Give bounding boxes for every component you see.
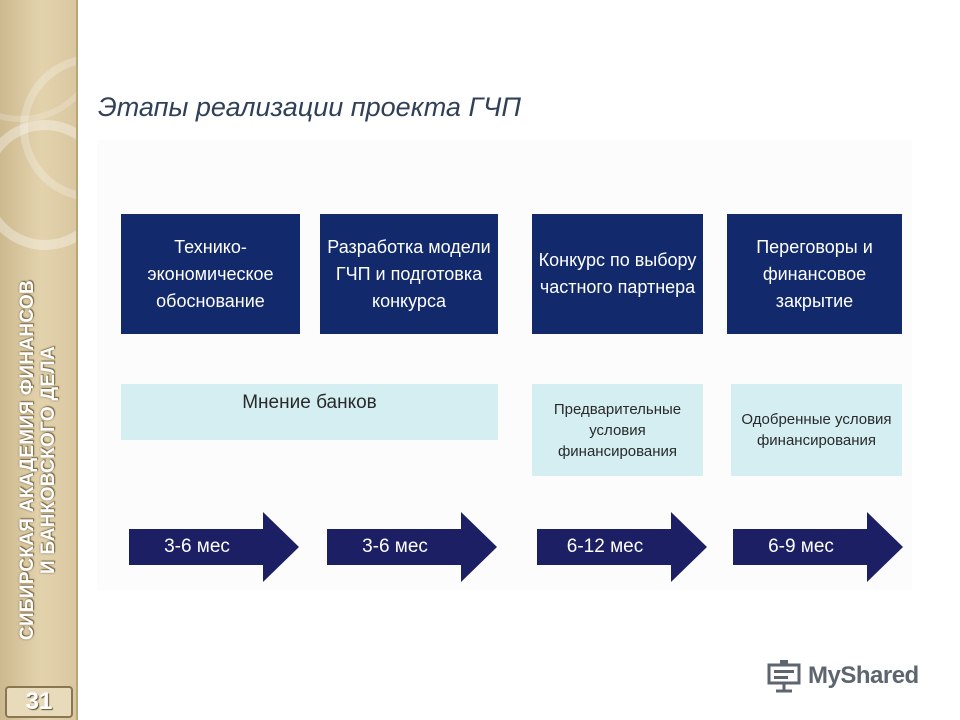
note-label: Мнение банков [242,392,377,413]
organization-label [17,260,59,660]
stage-label: Разработка модели ГЧП и подготовка конкурса [327,236,491,311]
duration-arrow [129,512,299,582]
duration-label: 6-12 мес [566,536,644,557]
duration-arrow [733,512,903,582]
stage-label: Переговоры и финансовое закрытие [756,236,873,311]
presentation-board-icon [766,658,802,694]
stage-box-financial-close [727,214,902,334]
stage-box-feasibility [121,214,300,334]
note-box-bank-opinion [121,384,498,440]
slide-title: Этапы реализации проекта ГЧП [98,92,521,122]
divider [76,0,78,720]
organization-line-1: СИБИРСКАЯ АКАДЕМИЯ ФИНАНСОВ [17,279,38,641]
organization-line-2: И БАНКОВСКОГО ДЕЛА [38,345,59,575]
stage-box-model-development [320,214,498,334]
stage-label: Технико-экономическое обоснование [147,236,274,311]
duration-arrow [537,512,707,582]
duration-label: 3-6 мес [362,536,428,557]
stage-label: Конкурс по выбору частного партнера [538,250,697,297]
decorative-ring [0,120,76,250]
note-label: Одобренные условия финансирования [741,411,892,449]
watermark-text: MyShared [808,662,919,689]
duration-label: 6-9 мес [768,536,834,557]
note-box-preliminary-terms [532,384,703,476]
watermark-logo [766,656,919,696]
note-label: Предварительные условия финансирования [553,400,682,460]
duration-arrow [327,512,497,582]
duration-label: 3-6 мес [164,536,230,557]
note-box-approved-terms [731,384,902,476]
slide-number: 31 [5,686,73,718]
stage-box-tender [532,214,703,334]
